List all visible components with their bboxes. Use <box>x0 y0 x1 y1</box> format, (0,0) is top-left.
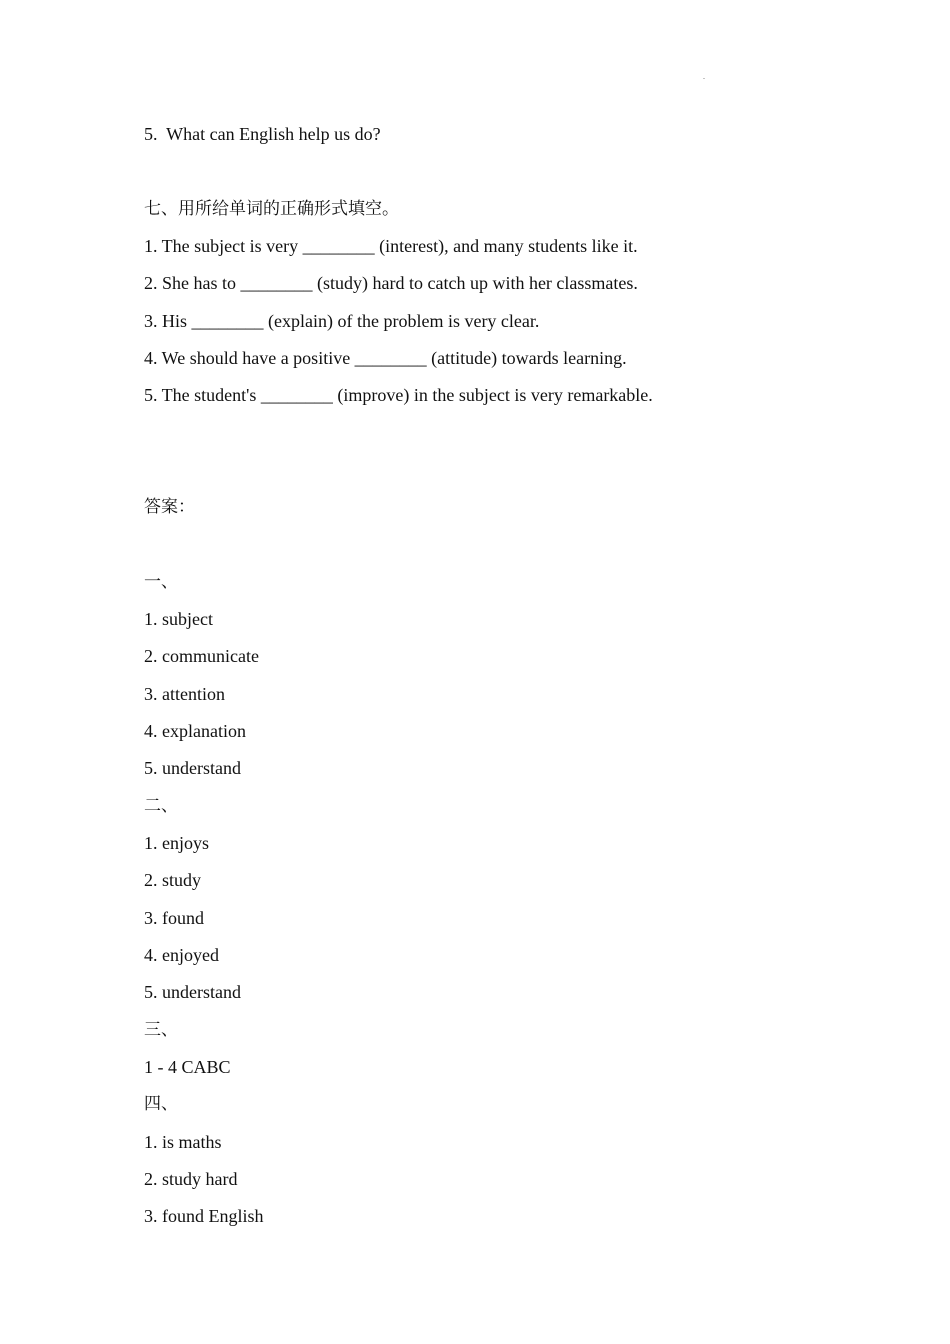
answer-3-1: 1 - 4 CABC <box>144 1057 231 1077</box>
answer-2-4: 4. enjoyed <box>144 945 219 965</box>
answers-part-2-heading: 二、 <box>144 796 178 816</box>
answers-part-1-heading: 一、 <box>144 572 178 592</box>
answers-part-4-heading: 四、 <box>144 1094 178 1114</box>
answers-part-3-heading: 三、 <box>144 1020 178 1040</box>
fill-blank-item-3: 3. His ________ (explain) of the problem is very clear. <box>144 311 540 331</box>
answer-2-5: 5. understand <box>144 982 241 1002</box>
question-5: 5. What can English help us do? <box>144 124 381 144</box>
answers-title: 答案： <box>144 497 195 517</box>
answer-1-1: 1. subject <box>144 609 213 629</box>
section-7-title: 七、用所给单词的正确形式填空。 <box>144 199 399 219</box>
fill-blank-item-5: 5. The student's ________ (improve) in the subject is very remarkable. <box>144 385 653 405</box>
fill-blank-item-4: 4. We should have a positive ________ (attitude) towards learning. <box>144 348 627 368</box>
answer-2-2: 2. study <box>144 870 202 890</box>
answer-4-1: 1. is maths <box>144 1132 222 1152</box>
fill-blank-item-2: 2. She has to ________ (study) hard to catch up with her classmates. <box>144 273 638 293</box>
answer-1-3: 3. attention <box>144 684 225 704</box>
answer-2-1: 1. enjoys <box>144 833 209 853</box>
answer-4-3: 3. found English <box>144 1206 264 1226</box>
answer-1-5: 5. understand <box>144 758 241 778</box>
fill-blank-item-1: 1. The subject is very ________ (interest), and many students like it. <box>144 236 638 256</box>
answer-1-2: 2. communicate <box>144 646 259 666</box>
answer-4-2: 2. study hard <box>144 1169 238 1189</box>
answer-2-3: 3. found <box>144 908 204 928</box>
answer-1-4: 4. explanation <box>144 721 246 741</box>
page-mark: . <box>703 72 705 81</box>
